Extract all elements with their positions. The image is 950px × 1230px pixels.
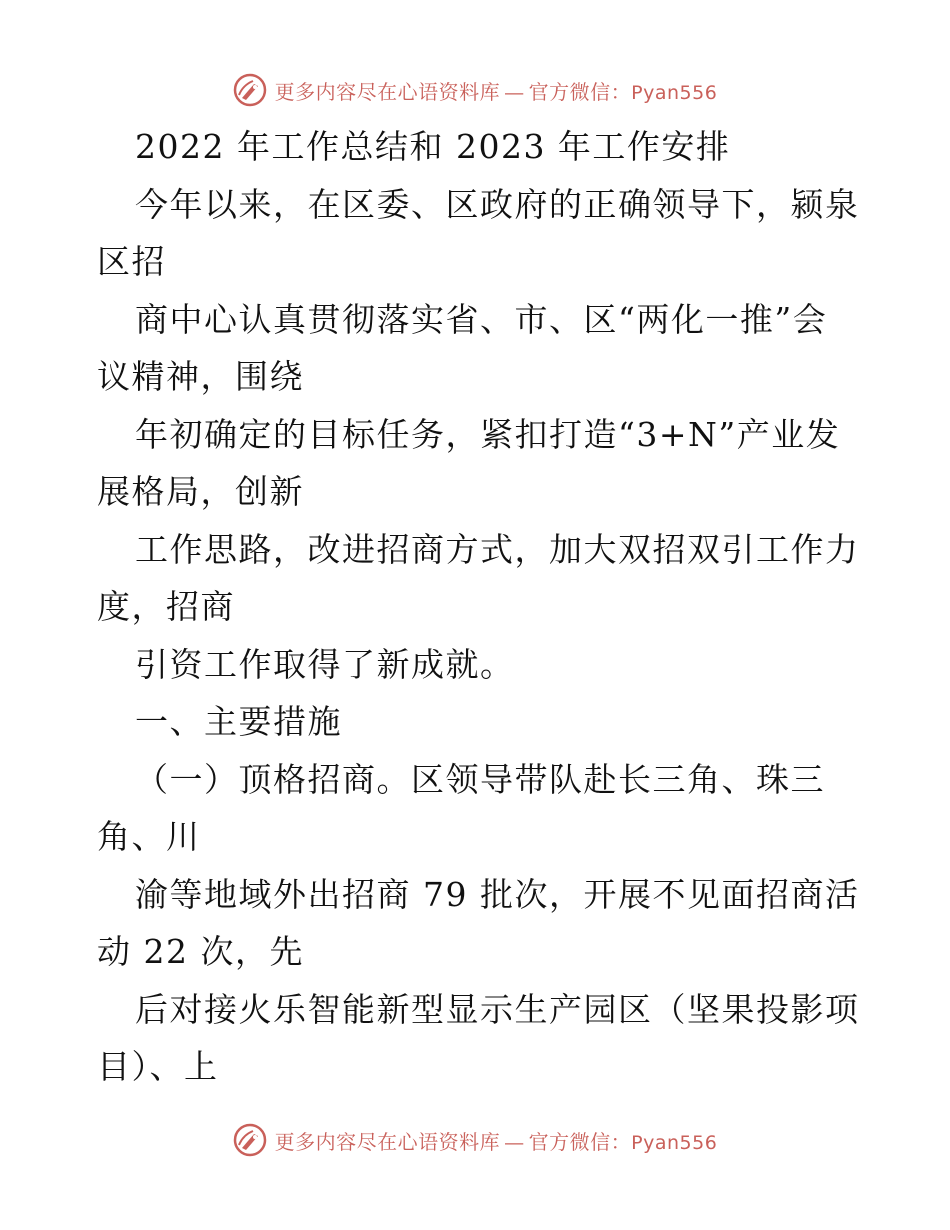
text-line: 目）、上 (97, 1047, 219, 1086)
document-body (97, 118, 867, 1096)
watermark-wechat-id: Pyan556 (631, 1131, 718, 1154)
watermark-footer (0, 1120, 950, 1160)
document-title: 2022 年工作总结和 2023 年工作安排 (135, 127, 731, 166)
text-line: 角、川 (97, 817, 201, 856)
watermark-wechat-id: Pyan556 (631, 81, 718, 104)
pen-nib-logo-icon (233, 73, 267, 107)
text-line: 后对接火乐智能新型显示生产园区（坚果投影项 (135, 989, 860, 1029)
text-line: 议精神，围绕 (97, 357, 304, 396)
text-line: 工作思路，改进招商方式，加大双招双引工作力 (135, 529, 860, 569)
text-line: （一）顶格招商。区领导带队赴长三角、珠三 (135, 759, 825, 799)
text-line: 动 22 次，先 (97, 932, 304, 971)
watermark-text (275, 1126, 718, 1155)
watermark-wechat-label: 官方微信： (528, 79, 632, 104)
watermark-text (275, 76, 718, 105)
text-line: 年初确定的目标任务，紧扣打造“3+N”产业发 (135, 414, 841, 454)
text-line: 引资工作取得了新成就。 (135, 644, 515, 684)
watermark-library-text: 更多内容尽在心语资料库 (274, 1129, 501, 1154)
watermark-wechat-label: 官方微信： (528, 1129, 632, 1154)
text-line: 展格局，创新 (97, 472, 304, 511)
text-line: 渝等地域外出招商 79 批次，开展不见面招商活 (135, 874, 860, 914)
text-line: 度，招商 (97, 587, 235, 626)
text-line: 今年以来，在区委、区政府的正确领导下，颍泉 (135, 184, 860, 224)
text-line: 一、主要措施 (135, 702, 342, 741)
text-line: 区招 (97, 242, 166, 281)
watermark-header (0, 70, 950, 110)
watermark-library-text: 更多内容尽在心语资料库 (274, 79, 501, 104)
pen-nib-logo-icon (233, 1123, 267, 1157)
watermark-separator: — (504, 79, 525, 104)
text-line: 商中心认真贯彻落实省、市、区“两化一推”会 (135, 299, 828, 339)
watermark-separator: — (504, 1129, 525, 1154)
